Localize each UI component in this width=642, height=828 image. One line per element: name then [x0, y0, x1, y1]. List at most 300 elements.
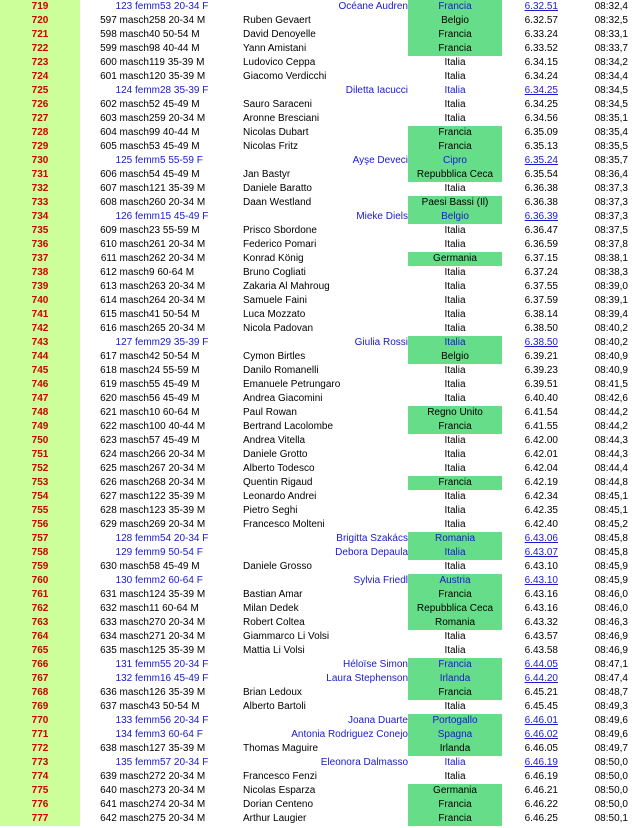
position-cell: 730: [0, 154, 80, 168]
position-cell: 751: [0, 448, 80, 462]
nationality-cell: Belgio: [408, 350, 502, 364]
athlete-name-cell: Daniele Baratto: [243, 183, 312, 194]
nationality-cell: Portogallo: [408, 714, 502, 728]
nationality-cell: Francia: [408, 812, 502, 826]
pace-cell: 08:48,7: [594, 687, 628, 698]
pace-cell: 08:35,1: [594, 113, 628, 124]
athlete-name-cell: Daniele Grosso: [243, 561, 312, 572]
pace-cell: 08:33,7: [594, 43, 628, 54]
nationality-cell: Italia: [444, 295, 466, 306]
bib-cell: 123 femm: [115, 1, 160, 12]
nationality-cell: Italia: [444, 463, 466, 474]
table-row: [0, 70, 642, 84]
finish-time-cell: 6.43.58: [524, 645, 558, 656]
athlete-name-cell: Ruben Gevaert: [243, 15, 311, 26]
position-cell: 729: [0, 140, 80, 154]
nationality-cell: Irlanda: [408, 672, 502, 686]
nationality-cell: Italia: [444, 267, 466, 278]
pace-cell: 08:45,1: [594, 505, 628, 516]
pace-cell: 08:50,1: [594, 813, 628, 824]
table-row: [0, 546, 642, 560]
pace-cell: 08:39,4: [594, 309, 628, 320]
athlete-name-cell: Quentin Rigaud: [243, 477, 313, 488]
bib-cell: 641 masch: [100, 799, 149, 810]
nationality-cell: Italia: [444, 85, 466, 96]
category-cell: 53 45-49 M: [149, 141, 200, 152]
position-cell: 765: [0, 644, 80, 658]
finish-time-cell: 6.43.57: [524, 631, 558, 642]
bib-cell: 639 masch: [100, 771, 149, 782]
table-row: [0, 560, 642, 574]
position-cell: 755: [0, 504, 80, 518]
bib-cell: 606 masch: [100, 169, 149, 180]
nationality-cell: Italia: [444, 281, 466, 292]
pace-cell: 08:44,3: [594, 449, 628, 460]
position-cell: 772: [0, 742, 80, 756]
pace-cell: 08:46,9: [594, 631, 628, 642]
bib-cell: 611 masch: [100, 253, 149, 264]
bib-cell: 125 femm: [115, 155, 160, 166]
bib-cell: 131 femm: [115, 659, 160, 670]
nationality-cell: Belgio: [408, 14, 502, 28]
table-row: [0, 420, 642, 434]
pace-cell: 08:33,1: [594, 29, 628, 40]
table-row: [0, 742, 642, 756]
athlete-name-cell: Aronne Bresciani: [243, 113, 320, 124]
table-row: [0, 448, 642, 462]
bib-cell: 624 masch: [100, 449, 149, 460]
athlete-name-cell: Paul Rowan: [243, 407, 297, 418]
position-cell: 739: [0, 280, 80, 294]
table-row: [0, 42, 642, 56]
bib-cell: 127 femm: [115, 337, 160, 348]
bib-cell: 600 masch: [100, 57, 149, 68]
nationality-cell: Italia: [444, 491, 466, 502]
bib-cell: 128 femm: [115, 533, 160, 544]
category-cell: 266 20-34 M: [149, 449, 206, 460]
nationality-cell: Italia: [444, 225, 466, 236]
pace-cell: 08:34,5: [594, 99, 628, 110]
table-row: [0, 364, 642, 378]
pace-cell: 08:37,3: [594, 183, 628, 194]
pace-cell: 08:45,8: [594, 533, 628, 544]
finish-time-cell: 6.43.16: [524, 603, 558, 614]
table-row: [0, 266, 642, 280]
position-cell: 776: [0, 798, 80, 812]
position-cell: 734: [0, 210, 80, 224]
finish-time-cell: 6.42.00: [524, 435, 558, 446]
position-cell: 746: [0, 378, 80, 392]
athlete-name-cell: Debora Depaula: [335, 547, 408, 558]
nationality-cell: Italia: [408, 336, 502, 350]
category-cell: 42 50-54 M: [149, 351, 200, 362]
nationality-cell: Cipro: [408, 154, 502, 168]
athlete-name-cell: Diletta Iacucci: [345, 85, 408, 96]
pace-cell: 08:41,5: [594, 379, 628, 390]
finish-time-cell: 6.37.55: [524, 281, 558, 292]
pace-cell: 08:49,7: [594, 743, 628, 754]
finish-time-cell: 6.46.21: [524, 785, 558, 796]
finish-time-cell: 6.43.32: [524, 617, 558, 628]
position-cell: 760: [0, 574, 80, 588]
category-cell: 56 20-34 F: [160, 715, 209, 726]
bib-cell: 607 masch: [100, 183, 149, 194]
position-cell: 735: [0, 224, 80, 238]
bib-cell: 601 masch: [100, 71, 149, 82]
category-cell: 98 40-44 M: [149, 43, 200, 54]
finish-time-cell: 6.44.05: [524, 659, 558, 670]
position-cell: 762: [0, 602, 80, 616]
position-cell: 749: [0, 420, 80, 434]
bib-cell: 627 masch: [100, 491, 149, 502]
table-row: [0, 224, 642, 238]
finish-time-cell: 6.34.24: [524, 71, 558, 82]
bib-cell: 598 masch: [100, 29, 149, 40]
finish-time-cell: 6.34.15: [524, 57, 558, 68]
finish-time-cell: 6.43.10: [524, 575, 558, 586]
pace-cell: 08:44,4: [594, 463, 628, 474]
athlete-name-cell: Robert Coltea: [243, 617, 305, 628]
athlete-name-cell: Federico Pomari: [243, 239, 317, 250]
nationality-cell: Italia: [444, 323, 466, 334]
athlete-name-cell: Nicolas Esparza: [243, 785, 316, 796]
finish-time-cell: 6.39.51: [524, 379, 558, 390]
position-cell: 747: [0, 392, 80, 406]
pace-cell: 08:46,9: [594, 645, 628, 656]
table-row: [0, 140, 642, 154]
position-cell: 752: [0, 462, 80, 476]
nationality-cell: Paesi Bassi (Il): [408, 196, 502, 210]
category-cell: 123 35-39 M: [149, 505, 206, 516]
athlete-name-cell: Alberto Todesco: [243, 463, 315, 474]
finish-time-cell: 6.35.24: [524, 155, 558, 166]
finish-time-cell: 6.42.04: [524, 463, 558, 474]
athlete-name-cell: Thomas Maguire: [243, 743, 319, 754]
bib-cell: 631 masch: [100, 589, 149, 600]
bib-cell: 129 femm: [115, 547, 160, 558]
category-cell: 119 35-39 M: [149, 57, 205, 68]
category-cell: 275 20-34 M: [149, 813, 206, 824]
nationality-cell: Francia: [408, 42, 502, 56]
table-row: [0, 56, 642, 70]
bib-cell: 632 masch: [100, 603, 149, 614]
nationality-cell: Italia: [444, 309, 466, 320]
pace-cell: 08:40,2: [594, 323, 628, 334]
nationality-cell: Italia: [444, 645, 466, 656]
finish-time-cell: 6.34.25: [524, 85, 558, 96]
table-row: [0, 784, 642, 798]
category-cell: 58 45-49 M: [149, 561, 200, 572]
finish-time-cell: 6.36.38: [524, 197, 558, 208]
category-cell: 120 35-39 M: [149, 71, 206, 82]
table-row: [0, 84, 642, 98]
pace-cell: 08:42,6: [594, 393, 628, 404]
pace-cell: 08:50,0: [594, 771, 628, 782]
athlete-name-cell: Emanuele Petrungaro: [243, 379, 341, 390]
table-row: [0, 588, 642, 602]
category-cell: 270 20-34 M: [149, 617, 206, 628]
athlete-name-cell: Francesco Fenzi: [243, 771, 317, 782]
table-row: [0, 392, 642, 406]
athlete-name-cell: Océane Audren: [338, 1, 408, 12]
athlete-name-cell: Samuele Faini: [243, 295, 307, 306]
athlete-name-cell: David Denoyelle: [243, 29, 316, 40]
nationality-cell: Francia: [408, 0, 502, 14]
category-cell: 28 35-39 F: [160, 85, 209, 96]
category-cell: 57 45-49 M: [149, 435, 200, 446]
pace-cell: 08:35,5: [594, 141, 628, 152]
nationality-cell: Germania: [408, 784, 502, 798]
nationality-cell: Spagna: [408, 728, 502, 742]
category-cell: 262 20-34 M: [149, 253, 206, 264]
category-cell: 16 45-49 F: [160, 673, 209, 684]
finish-time-cell: 6.34.25: [524, 99, 558, 110]
bib-cell: 626 masch: [100, 477, 149, 488]
category-cell: 41 50-54 M: [149, 309, 200, 320]
pace-cell: 08:37,3: [594, 211, 628, 222]
pace-cell: 08:45,9: [594, 575, 628, 586]
bib-cell: 605 masch: [100, 141, 149, 152]
position-cell: 731: [0, 168, 80, 182]
pace-cell: 08:44,3: [594, 435, 628, 446]
bib-cell: 609 masch: [100, 225, 149, 236]
category-cell: 267 20-34 M: [149, 463, 206, 474]
pace-cell: 08:45,8: [594, 547, 628, 558]
pace-cell: 08:44,2: [594, 407, 628, 418]
bib-cell: 619 masch: [100, 379, 149, 390]
table-row: [0, 322, 642, 336]
position-cell: 767: [0, 672, 80, 686]
position-cell: 736: [0, 238, 80, 252]
category-cell: 9 50-54 F: [160, 547, 203, 558]
position-cell: 720: [0, 14, 80, 28]
table-row: [0, 308, 642, 322]
nationality-cell: Francia: [408, 126, 502, 140]
nationality-cell: Romania: [408, 616, 502, 630]
table-row: [0, 518, 642, 532]
finish-time-cell: 6.33.24: [524, 29, 558, 40]
nationality-cell: Italia: [444, 561, 466, 572]
category-cell: 122 35-39 M: [149, 491, 206, 502]
category-cell: 23 55-59 M: [149, 225, 200, 236]
table-row: [0, 756, 642, 770]
finish-time-cell: 6.37.24: [524, 267, 558, 278]
category-cell: 274 20-34 M: [149, 799, 206, 810]
bib-cell: 603 masch: [100, 113, 149, 124]
table-row: [0, 238, 642, 252]
category-cell: 55 45-49 M: [149, 379, 200, 390]
category-cell: 263 20-34 M: [149, 281, 206, 292]
pace-cell: 08:36,4: [594, 169, 628, 180]
athlete-name-cell: Bertrand Lacolombe: [243, 421, 334, 432]
athlete-name-cell: Milan Dedek: [243, 603, 299, 614]
position-cell: 737: [0, 252, 80, 266]
finish-time-cell: 6.46.05: [524, 743, 558, 754]
table-row: [0, 644, 642, 658]
bib-cell: 634 masch: [100, 631, 149, 642]
category-cell: 11 60-64 M: [149, 603, 199, 614]
finish-time-cell: 6.46.01: [524, 715, 558, 726]
pace-cell: 08:44,2: [594, 421, 628, 432]
nationality-cell: Francia: [408, 658, 502, 672]
athlete-name-cell: Mattia Li Volsi: [243, 645, 305, 656]
category-cell: 269 20-34 M: [149, 519, 206, 530]
bib-cell: 134 femm: [115, 729, 160, 740]
athlete-name-cell: Danilo Romanelli: [243, 365, 319, 376]
athlete-name-cell: Brigitta Szakács: [336, 533, 408, 544]
position-cell: 743: [0, 336, 80, 350]
nationality-cell: Italia: [444, 631, 466, 642]
athlete-name-cell: Andrea Vitella: [243, 435, 306, 446]
pace-cell: 08:37,5: [594, 225, 628, 236]
category-cell: 54 45-49 M: [149, 169, 200, 180]
finish-time-cell: 6.43.10: [524, 561, 558, 572]
table-row: [0, 280, 642, 294]
bib-cell: 642 masch: [100, 813, 149, 824]
pace-cell: 08:47,4: [594, 673, 628, 684]
table-row: [0, 406, 642, 420]
bib-cell: 599 masch: [100, 43, 149, 54]
position-cell: 761: [0, 588, 80, 602]
athlete-name-cell: Nicola Padovan: [243, 323, 314, 334]
bib-cell: 640 masch: [100, 785, 149, 796]
category-cell: 3 60-64 F: [160, 729, 203, 740]
nationality-cell: Italia: [444, 239, 466, 250]
athlete-name-cell: Giacomo Verdicchi: [243, 71, 327, 82]
category-cell: 53 20-34 F: [160, 1, 209, 12]
bib-cell: 135 femm: [115, 757, 160, 768]
bib-cell: 610 masch: [100, 239, 149, 250]
position-cell: 774: [0, 770, 80, 784]
finish-time-cell: 6.35.09: [524, 127, 558, 138]
category-cell: 121 35-39 M: [149, 183, 206, 194]
nationality-cell: Belgio: [408, 210, 502, 224]
category-cell: 126 35-39 M: [149, 687, 206, 698]
finish-time-cell: 6.38.50: [524, 337, 558, 348]
table-row: [0, 210, 642, 224]
category-cell: 55 20-34 F: [160, 659, 209, 670]
table-row: [0, 98, 642, 112]
pace-cell: 08:44,8: [594, 477, 628, 488]
finish-time-cell: 6.39.21: [524, 351, 558, 362]
pace-cell: 08:50,0: [594, 799, 628, 810]
position-cell: 754: [0, 490, 80, 504]
position-cell: 740: [0, 294, 80, 308]
finish-time-cell: 6.38.50: [524, 323, 558, 334]
finish-time-cell: 6.40.40: [524, 393, 558, 404]
bib-cell: 133 femm: [115, 715, 160, 726]
athlete-name-cell: Brian Ledoux: [243, 687, 302, 698]
nationality-cell: Italia: [444, 771, 466, 782]
athlete-name-cell: Daniele Grotto: [243, 449, 308, 460]
position-cell: 724: [0, 70, 80, 84]
position-cell: 771: [0, 728, 80, 742]
bib-cell: 597 masch: [100, 15, 149, 26]
nationality-cell: Italia: [444, 365, 466, 376]
nationality-cell: Italia: [444, 71, 466, 82]
table-row: [0, 294, 642, 308]
bib-cell: 614 masch: [100, 295, 149, 306]
athlete-name-cell: Giammarco Li Volsi: [243, 631, 330, 642]
bib-cell: 612 masch: [100, 267, 149, 278]
category-cell: 54 20-34 F: [160, 533, 209, 544]
nationality-cell: Regno Unito: [408, 406, 502, 420]
nationality-cell: Germania: [408, 252, 502, 266]
finish-time-cell: 6.41.54: [524, 407, 558, 418]
position-cell: 763: [0, 616, 80, 630]
position-cell: 732: [0, 182, 80, 196]
bib-cell: 617 masch: [100, 351, 149, 362]
finish-time-cell: 6.35.13: [524, 141, 558, 152]
athlete-name-cell: Leonardo Andrei: [243, 491, 317, 502]
nationality-cell: Italia: [444, 113, 466, 124]
table-row: [0, 462, 642, 476]
athlete-name-cell: Andrea Giacomini: [243, 393, 323, 404]
athlete-name-cell: Giulia Rossi: [354, 337, 408, 348]
pace-cell: 08:49,3: [594, 701, 628, 712]
finish-time-cell: 6.37.59: [524, 295, 558, 306]
table-row: [0, 168, 642, 182]
position-cell: 773: [0, 756, 80, 770]
bib-cell: 616 masch: [100, 323, 149, 334]
pace-cell: 08:47,1: [594, 659, 628, 670]
nationality-cell: Francia: [408, 588, 502, 602]
nationality-cell: Italia: [408, 546, 502, 560]
finish-time-cell: 6.34.56: [524, 113, 558, 124]
athlete-name-cell: Bastian Amar: [243, 589, 303, 600]
category-cell: 265 20-34 M: [149, 323, 206, 334]
position-cell: 725: [0, 84, 80, 98]
position-cell: 745: [0, 364, 80, 378]
table-row: [0, 126, 642, 140]
finish-time-cell: 6.45.21: [524, 687, 558, 698]
athlete-name-cell: Nicolas Fritz: [243, 141, 299, 152]
bib-cell: 608 masch: [100, 197, 149, 208]
position-cell: 741: [0, 308, 80, 322]
table-row: [0, 14, 642, 28]
finish-time-cell: 6.38.14: [524, 309, 558, 320]
table-row: [0, 28, 642, 42]
finish-time-cell: 6.35.54: [524, 169, 558, 180]
nationality-cell: Francia: [408, 28, 502, 42]
table-row: [0, 504, 642, 518]
finish-time-cell: 6.33.52: [524, 43, 558, 54]
category-cell: 99 40-44 M: [149, 127, 200, 138]
position-cell: 719: [0, 0, 80, 14]
bib-cell: 625 masch: [100, 463, 149, 474]
bib-cell: 633 masch: [100, 617, 149, 628]
athlete-name-cell: Alberto Bartoli: [243, 701, 306, 712]
category-cell: 264 20-34 M: [149, 295, 206, 306]
nationality-cell: Italia: [444, 701, 466, 712]
table-row: [0, 490, 642, 504]
category-cell: 52 45-49 M: [149, 99, 200, 110]
pace-cell: 08:32,4: [594, 1, 628, 12]
pace-cell: 08:34,4: [594, 71, 628, 82]
category-cell: 124 35-39 M: [149, 589, 206, 600]
athlete-name-cell: Konrad König: [243, 253, 304, 264]
pace-cell: 08:45,2: [594, 519, 628, 530]
table-row: [0, 630, 642, 644]
category-cell: 258 20-34 M: [149, 15, 206, 26]
pace-cell: 08:46,0: [594, 589, 628, 600]
position-cell: 764: [0, 630, 80, 644]
table-row: [0, 728, 642, 742]
pace-cell: 08:37,8: [594, 239, 628, 250]
table-row: [0, 672, 642, 686]
finish-time-cell: 6.32.57: [524, 15, 558, 26]
pace-cell: 08:38,3: [594, 267, 628, 278]
